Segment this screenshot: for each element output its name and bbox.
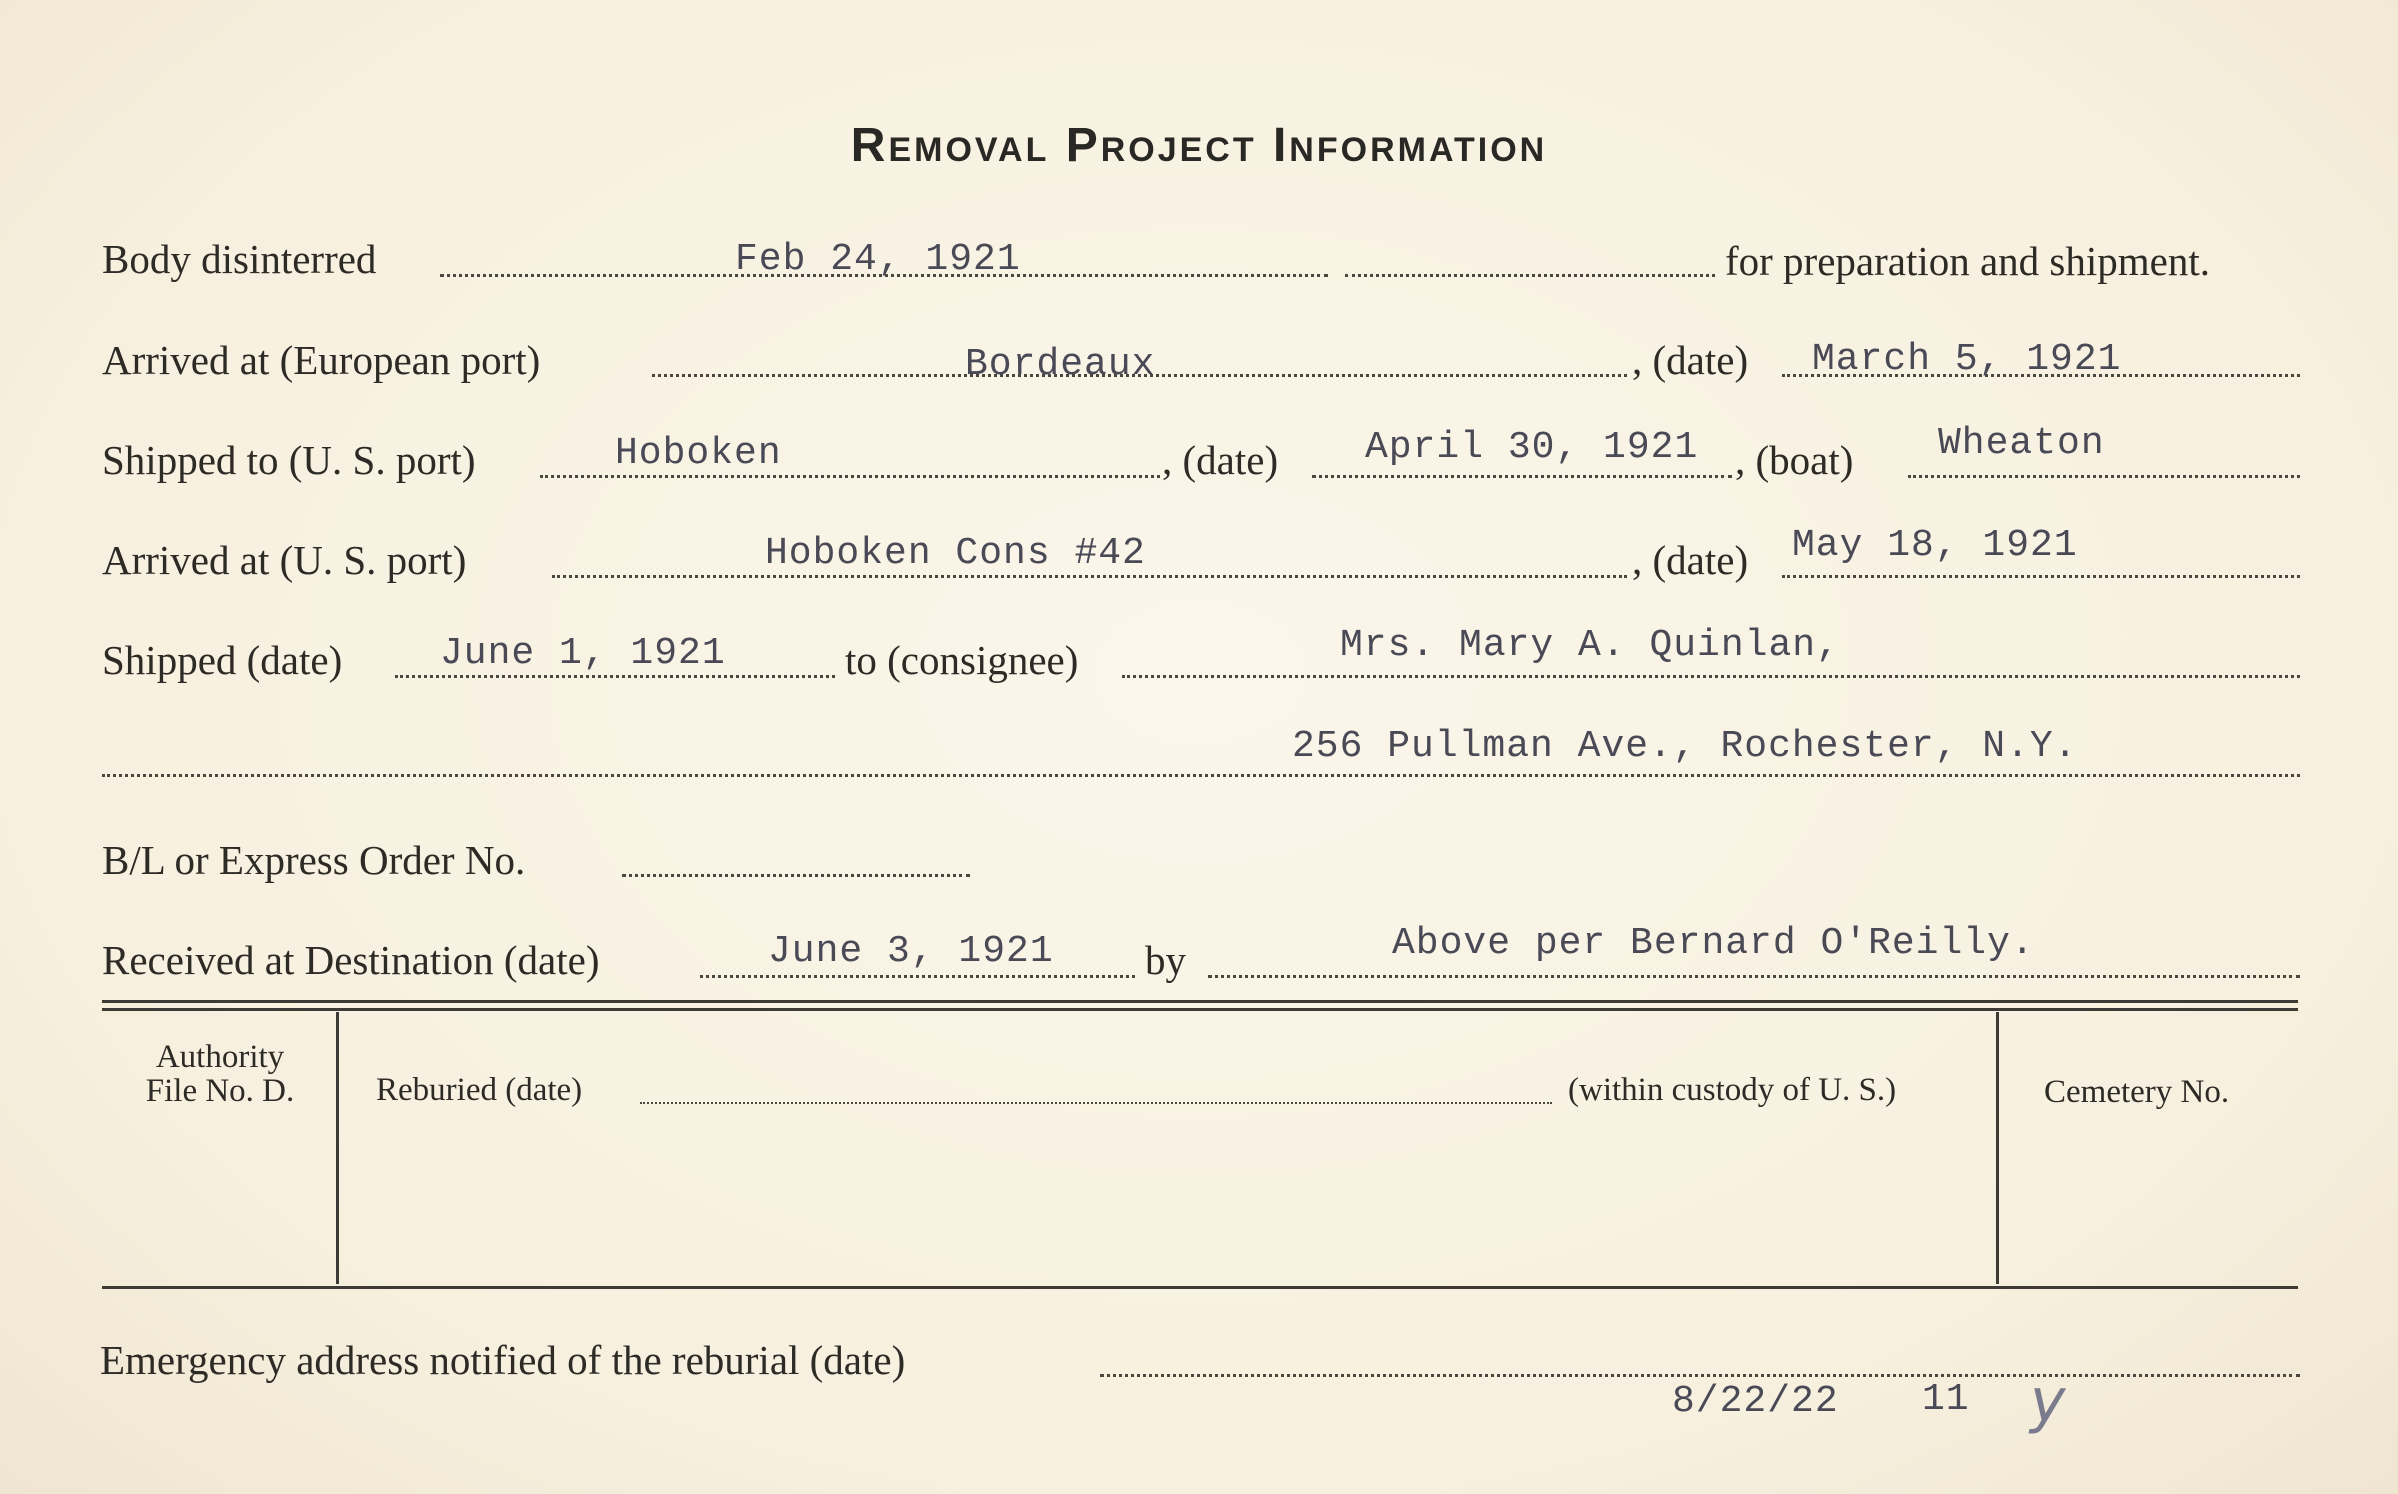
- received-by: Above per Bernard O'Reilly.: [1392, 922, 2035, 965]
- arrived-eu-port: Bordeaux: [965, 343, 1156, 386]
- table-divider-right: [1996, 1012, 1999, 1284]
- emergency-line: [1100, 1374, 2300, 1377]
- disinterred-suffix: for preparation and shipment.: [1725, 238, 2211, 284]
- authority-label: [110, 1040, 330, 1108]
- shipped-us-line: [540, 475, 1160, 478]
- authority-line1: Authority: [155, 1039, 285, 1075]
- arrived-eu-label: Arrived at (European port): [102, 337, 541, 383]
- by-line: [1208, 975, 2300, 978]
- disinterred-label: Body disinterred: [102, 236, 377, 282]
- table-top-rule-2: [102, 1008, 2298, 1011]
- authority-line2: File No. D.: [145, 1073, 295, 1109]
- shipped-us-date-label: , (date): [1162, 437, 1279, 483]
- received-label: Received at Destination (date): [102, 937, 600, 983]
- arrived-us-date: May 18, 1921: [1792, 524, 2078, 567]
- bl-label: B/L or Express Order No.: [102, 837, 526, 883]
- bl-line: [622, 874, 970, 877]
- received-date: June 3, 1921: [768, 930, 1054, 973]
- by-label: by: [1145, 937, 1186, 983]
- cemetery-label: Cemetery No.: [2044, 1074, 2230, 1110]
- shipped-us-date: April 30, 1921: [1365, 426, 1699, 469]
- custody-label: (within custody of U. S.): [1568, 1072, 1897, 1108]
- emergency-label: Emergency address notified of the reburial (date): [100, 1337, 906, 1383]
- shipped-date: June 1, 1921: [440, 632, 726, 675]
- address-line: [102, 774, 2300, 777]
- boat-label: , (boat): [1735, 437, 1854, 483]
- reburied-line: [640, 1102, 1552, 1104]
- boat-line: [1908, 475, 2300, 478]
- shipped-us-date-line: [1312, 475, 1732, 478]
- pencil-initials: y: [2030, 1366, 2066, 1436]
- reburied-label: Reburied (date): [376, 1072, 583, 1108]
- consignee-label: to (consignee): [845, 637, 1079, 683]
- table-top-rule: [102, 1000, 2298, 1003]
- arrived-us-port: Hoboken Cons #42: [765, 532, 1146, 575]
- arrived-us-line: [552, 575, 1627, 578]
- arrived-us-label: Arrived at (U. S. port): [102, 537, 467, 583]
- arrived-us-date-label: , (date): [1632, 537, 1749, 583]
- footer-code: 11: [1922, 1378, 1970, 1421]
- footer-date: 8/22/22: [1672, 1380, 1839, 1423]
- shipped-date-line: [395, 675, 835, 678]
- arrived-eu-date-label: , (date): [1632, 337, 1749, 383]
- shipped-date-label: Shipped (date): [102, 637, 343, 683]
- shipped-us-port: Hoboken: [615, 432, 782, 475]
- consignee-address: 256 Pullman Ave., Rochester, N.Y.: [1292, 725, 2078, 768]
- arrived-us-date-line: [1782, 575, 2300, 578]
- consignee-line: [1122, 675, 2300, 678]
- table-divider-left: [336, 1012, 339, 1284]
- disinterred-date: Feb 24, 1921: [735, 238, 1021, 281]
- table-bottom-rule: [102, 1286, 2298, 1289]
- card-title: Removal Project Information: [850, 119, 1548, 172]
- boat-name: Wheaton: [1938, 422, 2105, 465]
- disinterred-line-2: [1345, 274, 1715, 277]
- received-date-line: [700, 975, 1135, 978]
- arrived-eu-date: March 5, 1921: [1812, 338, 2122, 381]
- consignee-name: Mrs. Mary A. Quinlan,: [1340, 624, 1840, 667]
- shipped-us-label: Shipped to (U. S. port): [102, 437, 476, 483]
